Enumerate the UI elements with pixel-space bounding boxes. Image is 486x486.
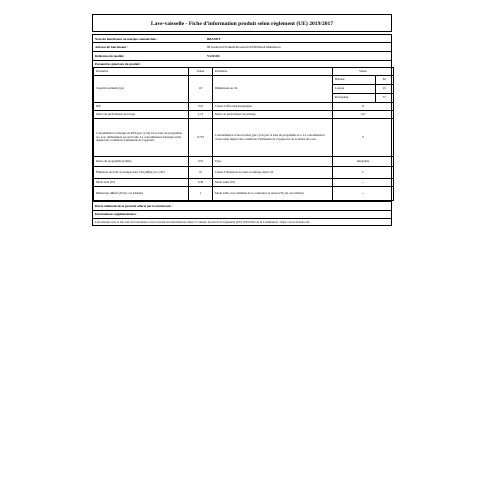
- eei-label: IEE: [94, 103, 189, 111]
- water-consumption-label: Consommation d’eau en litres [par cycle] sur la base du programme eco. La consommation d’eau réelle dépend des conditions d’utilisation de l’appareil et de la dureté de l’eau.: [213, 119, 333, 157]
- parameters-table: [93, 67, 394, 201]
- drying-index-label: Indice de performance de séchage: [213, 111, 333, 119]
- product-information-sheet: [92, 14, 392, 226]
- duration-value: 3:55: [189, 157, 213, 167]
- supplier-address-value: 89 boulevard Franklin Roosevelt 92500 Rueil Malmaison: [207, 45, 281, 49]
- drying-index-value: 1,07: [333, 111, 394, 119]
- header-value: Valeur: [189, 68, 213, 76]
- energy-consumption-value: 0,753: [189, 119, 213, 157]
- energy-class-value: E: [333, 103, 394, 111]
- sheet-title: Lave-vaisselle - Fiche d’information produit selon règlement (UE) 2019/2017: [92, 14, 392, 32]
- additional-info-heading: Informations supplémentaires :: [95, 212, 138, 216]
- capacity-value: 10: [189, 76, 213, 103]
- supplier-address-label: Adresse du fournisseur :: [95, 45, 129, 49]
- noise-class-label: Classe d’émissions de bruit acoustique dans l’air: [213, 167, 333, 179]
- model-row: [92, 52, 392, 61]
- additional-info-block: [92, 211, 392, 226]
- off-mode-value: 0,49: [189, 179, 213, 187]
- header-param: Paramètre: [94, 68, 189, 76]
- delay-start-value: 1: [189, 187, 213, 201]
- header-param-2: Paramètre: [213, 68, 333, 76]
- height-value: 82: [375, 76, 393, 85]
- supplier-address-row: [92, 43, 392, 52]
- water-consumption-value: 9: [333, 119, 394, 157]
- noise-value: 47: [189, 167, 213, 179]
- energy-class-label: Classe d’efficacité énergétique: [213, 103, 333, 111]
- noise-label: Émissions de bruit acoustique dans l’air [dB(A) re 1 pW]: [94, 167, 189, 179]
- model-label: Référence du modèle :: [95, 54, 126, 58]
- warranty-row: Durée minimale de la garantie offerte par le fournisseur :: [92, 202, 392, 211]
- supplier-name-row: [92, 34, 392, 43]
- standby-label: Mode veille (W): [213, 179, 333, 187]
- general-parameters-heading: Paramètres généraux du produit :: [95, 62, 142, 66]
- depth-value: 57: [375, 94, 393, 103]
- general-parameters-block: [92, 61, 392, 202]
- delay-start-label: Démarrage différé (W) (le cas échéant): [94, 187, 189, 201]
- duration-label: Durée du programme (h:min): [94, 157, 189, 167]
- additional-info-text: Lien internet vers le site web du fournisseur où se trouvent les informations visées à l’annexe II point 6 du règlement (UE) 2019/2022 de la Commission : https://www.brandt.com: [93, 218, 391, 225]
- type-label: Type: [213, 157, 333, 167]
- cleaning-index-value: 1,13: [189, 111, 213, 119]
- header-value-2: Valeur: [333, 68, 394, 76]
- networked-standby-value: —: [333, 187, 394, 201]
- eei-value: 55,0: [189, 103, 213, 111]
- height-label: Hauteur: [333, 76, 375, 85]
- capacity-label: Capacité nominale (ps): [94, 76, 189, 103]
- energy-consumption-label: Consommation d’énergie en kWh [par cycle] sur la base du programme eco avec alimentation en eau froide. La consommation d’énergie réelle dépend des conditions d’utilisation de l’appareil.: [94, 119, 189, 157]
- cleaning-index-label: Indice de performance de lavage: [94, 111, 189, 119]
- standby-value: —: [333, 179, 394, 187]
- depth-label: Profondeur: [333, 94, 375, 103]
- supplier-name-label: Nom du fournisseur ou marque commerciale :: [95, 37, 158, 41]
- dimensions-cell: [333, 76, 394, 103]
- networked-standby-label: Mode veille avec maintien de la connexion au réseau (W) (le cas échéant): [213, 187, 333, 201]
- dimensions-table: [333, 76, 393, 102]
- model-value: VS1010X: [207, 54, 220, 58]
- width-value: 45: [375, 85, 393, 94]
- off-mode-label: Mode arrêt (W): [94, 179, 189, 187]
- type-value: Intégrable: [333, 157, 394, 167]
- supplier-name-value: BRANDT: [207, 37, 221, 41]
- noise-class-value: C: [333, 167, 394, 179]
- width-label: Largeur: [333, 85, 375, 94]
- dimensions-label: Dimensions en cm: [213, 76, 333, 103]
